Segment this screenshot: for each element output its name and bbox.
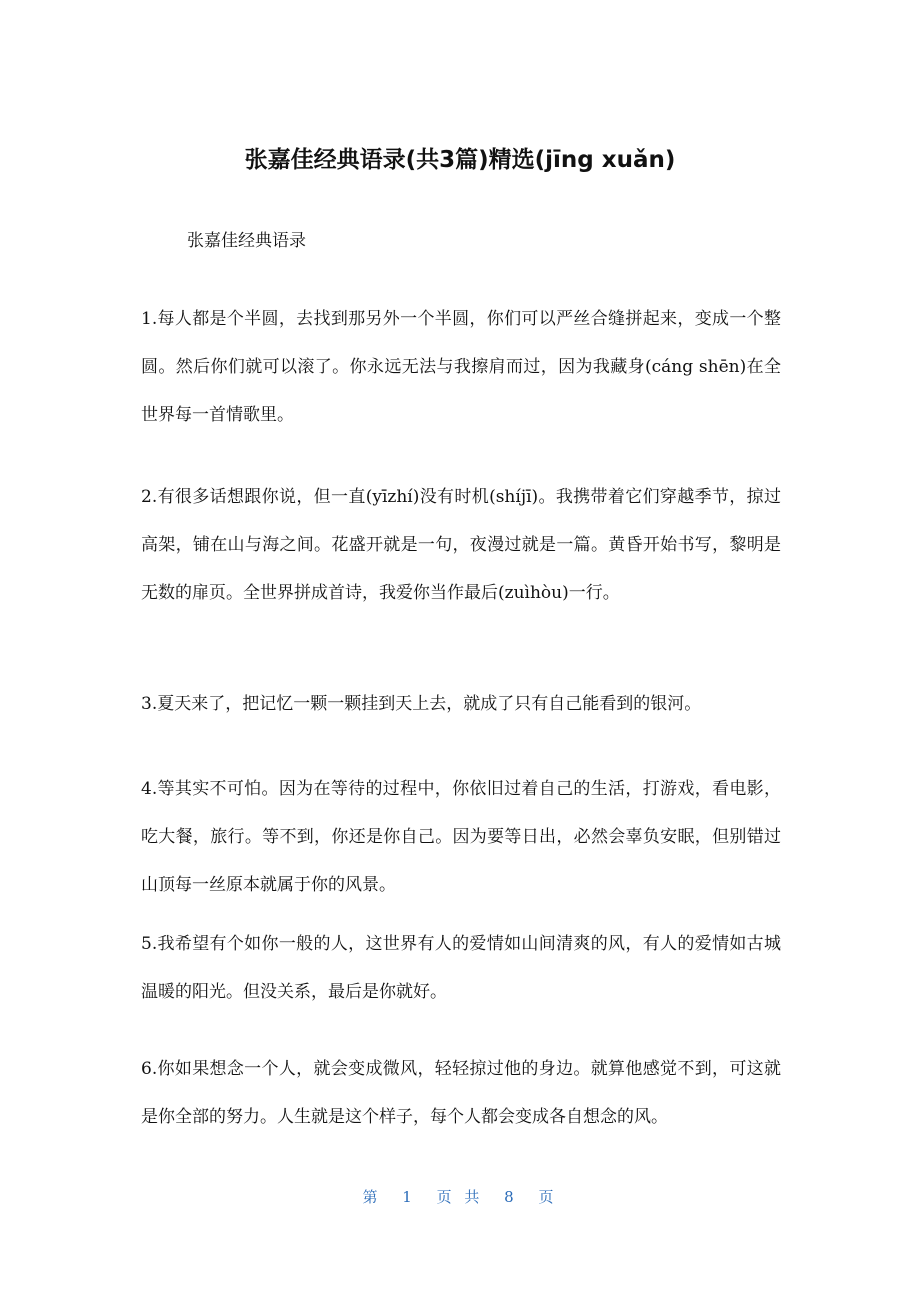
footer-total-pages: 8 xyxy=(504,1188,518,1206)
page-footer xyxy=(0,1185,920,1209)
quote-paragraph-2: 2.有很多话想跟你说，但一直(yīzhí)没有时机(shíjī)。我携带着它们穿越季节，掠过高架，铺在山与海之间。花盛开就是一句，夜漫过就是一篇。黄昏开始书写，黎明是无数的扉页。全世界拼成首诗，我爱你当作最后(zuìhòu)一行。 xyxy=(141,487,781,603)
quote-paragraph-6: 6.你如果想念一个人，就会变成微风，轻轻掠过他的身边。就算他感觉不到，可这就是你全部的努力。人生就是这个样子，每个人都会变成各自想念的风。 xyxy=(141,1059,781,1127)
footer-prefix: 第 xyxy=(362,1188,382,1206)
document-title: 张嘉佳经典语录(共3篇)精选(jīng xuǎn) xyxy=(244,147,676,173)
footer-suffix: 页 xyxy=(538,1188,558,1206)
quote-paragraph-3: 3.夏天来了，把记忆一颗一颗挂到天上去，就成了只有自己能看到的银河。 xyxy=(141,694,702,714)
quote-paragraph-5: 5.我希望有个如你一般的人，这世界有人的爱情如山间清爽的风，有人的爱情如古城温暖的阳光。但没关系，最后是你就好。 xyxy=(141,934,781,1002)
quote-paragraph-4: 4.等其实不可怕。因为在等待的过程中，你依旧过着自己的生活，打游戏，看电影，吃大餐，旅行。等不到，你还是你自己。因为要等日出，必然会辜负安眠，但别错过山顶每一丝原本就属于你的风景。 xyxy=(141,779,781,895)
footer-current-page: 1 xyxy=(402,1188,416,1206)
quote-paragraph-1: 1.每人都是个半圆，去找到那另外一个半圆，你们可以严丝合缝拼起来，变成一个整圆。然后你们就可以滚了。你永远无法与我擦肩而过，因为我藏身(cáng shēn)在全世界每一首情歌里。 xyxy=(141,309,781,425)
footer-middle: 页 共 xyxy=(436,1188,484,1206)
section-heading: 张嘉佳经典语录 xyxy=(187,231,306,251)
